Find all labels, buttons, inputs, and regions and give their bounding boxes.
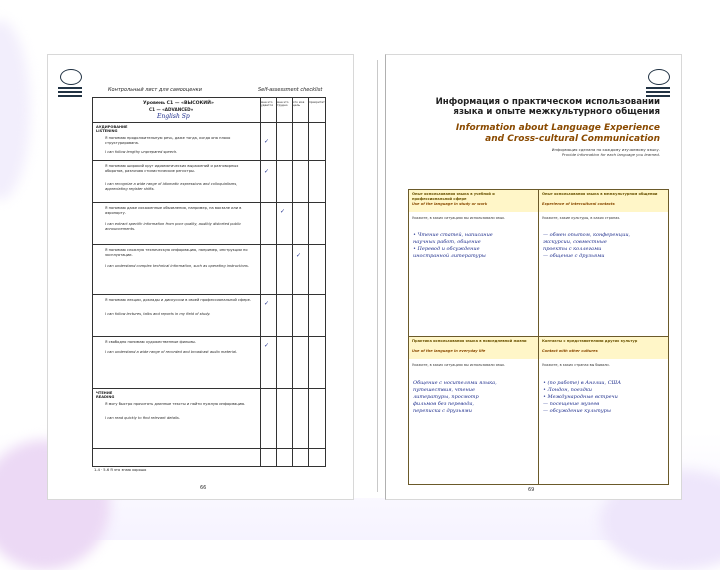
- checkmark: ✓: [280, 208, 286, 215]
- section-listening-en: LISTENING: [96, 129, 118, 133]
- cell-heading-en: Experience of intercultural contacts: [542, 202, 615, 206]
- col-header: это моя цель: [293, 100, 305, 108]
- checkmark: ✓: [296, 252, 302, 259]
- cell-question: Укажите, какие культуры, в каких странах.: [542, 216, 621, 220]
- checklist-item-ru: Я понимаю широкий круг идиоматических выражений и разговорных оборотов, различаю стилистические регистры.: [105, 164, 239, 173]
- document-spread: [47, 54, 680, 498]
- checkmark: ✓: [264, 300, 270, 307]
- checklist-item-en: I can follow lectures, talks and reports in my field of study.: [105, 312, 211, 316]
- section-listening: АУДИРОВАНИЕ: [96, 125, 128, 129]
- council-of-europe-logo: [56, 67, 84, 105]
- cell-heading-en: Contact with other cultures: [542, 349, 598, 353]
- handwritten-answer: — обмен опытом, конференции, экскурсии, совместные проекты с коллегами — общение с друзьями: [543, 232, 631, 259]
- subtitle-ru: Информация сделана по каждому изучаемому языку.: [551, 147, 660, 152]
- cell-question: Укажите, в каких ситуациях вы использовали язык.: [412, 216, 506, 220]
- section-reading: ЧТЕНИЕ: [96, 391, 113, 395]
- checklist-table: [92, 97, 326, 467]
- checkmark: ✓: [264, 342, 270, 349]
- checkmark: ✓: [264, 138, 270, 145]
- cell-heading-en: Use of the language in study or work: [412, 202, 488, 206]
- page-title: Информация о практическом использовании языка и опыте межкультурного общения: [435, 97, 660, 117]
- checklist-item-ru: Я понимаю даже искаженные объявления, например, на вокзале или в аэропорту.: [105, 206, 242, 215]
- page-number: 69: [528, 487, 535, 493]
- handwritten-level: English Sp: [157, 113, 190, 120]
- checklist-item-ru: Я понимаю лекции, доклады и дискуссии в своей профессиональной сфере.: [105, 298, 251, 302]
- checklist-item-en: I can recognize a wide range of idiomatic expressions and colloquialisms, appreciating register shifts.: [105, 182, 238, 191]
- checklist-item-en: I can extract specific information from poor quality, audibly distorted public announcements.: [105, 222, 242, 231]
- cell-heading: Контакты с представителями других культур: [542, 339, 638, 343]
- header-left: Контрольный лист для самооценки: [108, 87, 202, 93]
- checklist-item-en: I can follow lengthy unprepared speech.: [105, 150, 178, 154]
- col-header: мне это трудно: [277, 100, 289, 108]
- right-page-language-experience: [385, 54, 682, 500]
- subtitle-en: Provide information for each language you learned.: [561, 152, 660, 157]
- page-number: 66: [200, 485, 207, 491]
- left-page-checklist: [47, 54, 354, 500]
- cell-heading: Опыт использования языка в учебной и профессиональной сфере: [412, 192, 495, 201]
- reading-item-ru: Я могу быстро прочитать длинные тексты и найти нужную информацию.: [105, 402, 246, 406]
- level-title: Уровень С1 — «ВЫСОКИЙ»: [143, 101, 214, 106]
- handwritten-answer: • (по работе) в Англии, США • Лондон, поездки • Международные встречи — посещение музеев — обсуждение культуры: [543, 380, 622, 414]
- checkmark: ✓: [264, 168, 270, 175]
- col-header: мне это удается: [261, 100, 273, 108]
- experience-grid: [408, 189, 669, 485]
- cell-heading: Опыт использования языка в межкультурном общении: [542, 192, 658, 196]
- page-fold: [377, 60, 378, 492]
- footer-note: 1-4 · 5-6 Я это знаю хорошо: [94, 468, 147, 472]
- checklist-item-ru: Я понимаю продолжительную речь, даже тогда, когда она плохо структурирована.: [105, 136, 231, 145]
- handwritten-answer: Общение с носителями языка, путешествия, чтение литературы, просмотр фильмов без перевода, переписка с друзьями: [413, 380, 497, 414]
- section-reading-en: READING: [96, 395, 115, 399]
- subtitle: [466, 147, 660, 157]
- checklist-item-ru: Я понимаю сложную техническую информацию, например, инструкции по эксплуатации.: [105, 248, 248, 257]
- level-title-en: C1 — «ADVANCED»: [149, 107, 194, 112]
- cell-heading: Практика использования языка в повседневной жизни: [412, 339, 527, 343]
- cell-heading-en: Use of the language in everyday life: [412, 349, 486, 353]
- checklist-item-ru: Я свободно понимаю художественные фильмы.: [105, 340, 197, 344]
- cell-question: Укажите, в каких странах вы бывали.: [542, 363, 610, 367]
- cell-question: Укажите, в каких ситуациях вы использовали язык.: [412, 363, 506, 367]
- page-title-en: Information about Language Experience and Cross-cultural Communication: [455, 123, 660, 144]
- reading-item-en: I can read quickly to find relevant details.: [105, 416, 180, 420]
- checklist-item-en: I can understand a wide range of recorded and broadcast audio material.: [105, 350, 238, 354]
- handwritten-answer: • Чтение статей, написание научных работ, общение • Перевод и обсуждение иностранной литературы: [413, 232, 493, 259]
- col-header: приоритет: [309, 100, 325, 104]
- checklist-item-en: I can understand complex technical information, such as operating instructions.: [105, 264, 249, 268]
- header-right: Self-assessment checklist: [258, 87, 323, 93]
